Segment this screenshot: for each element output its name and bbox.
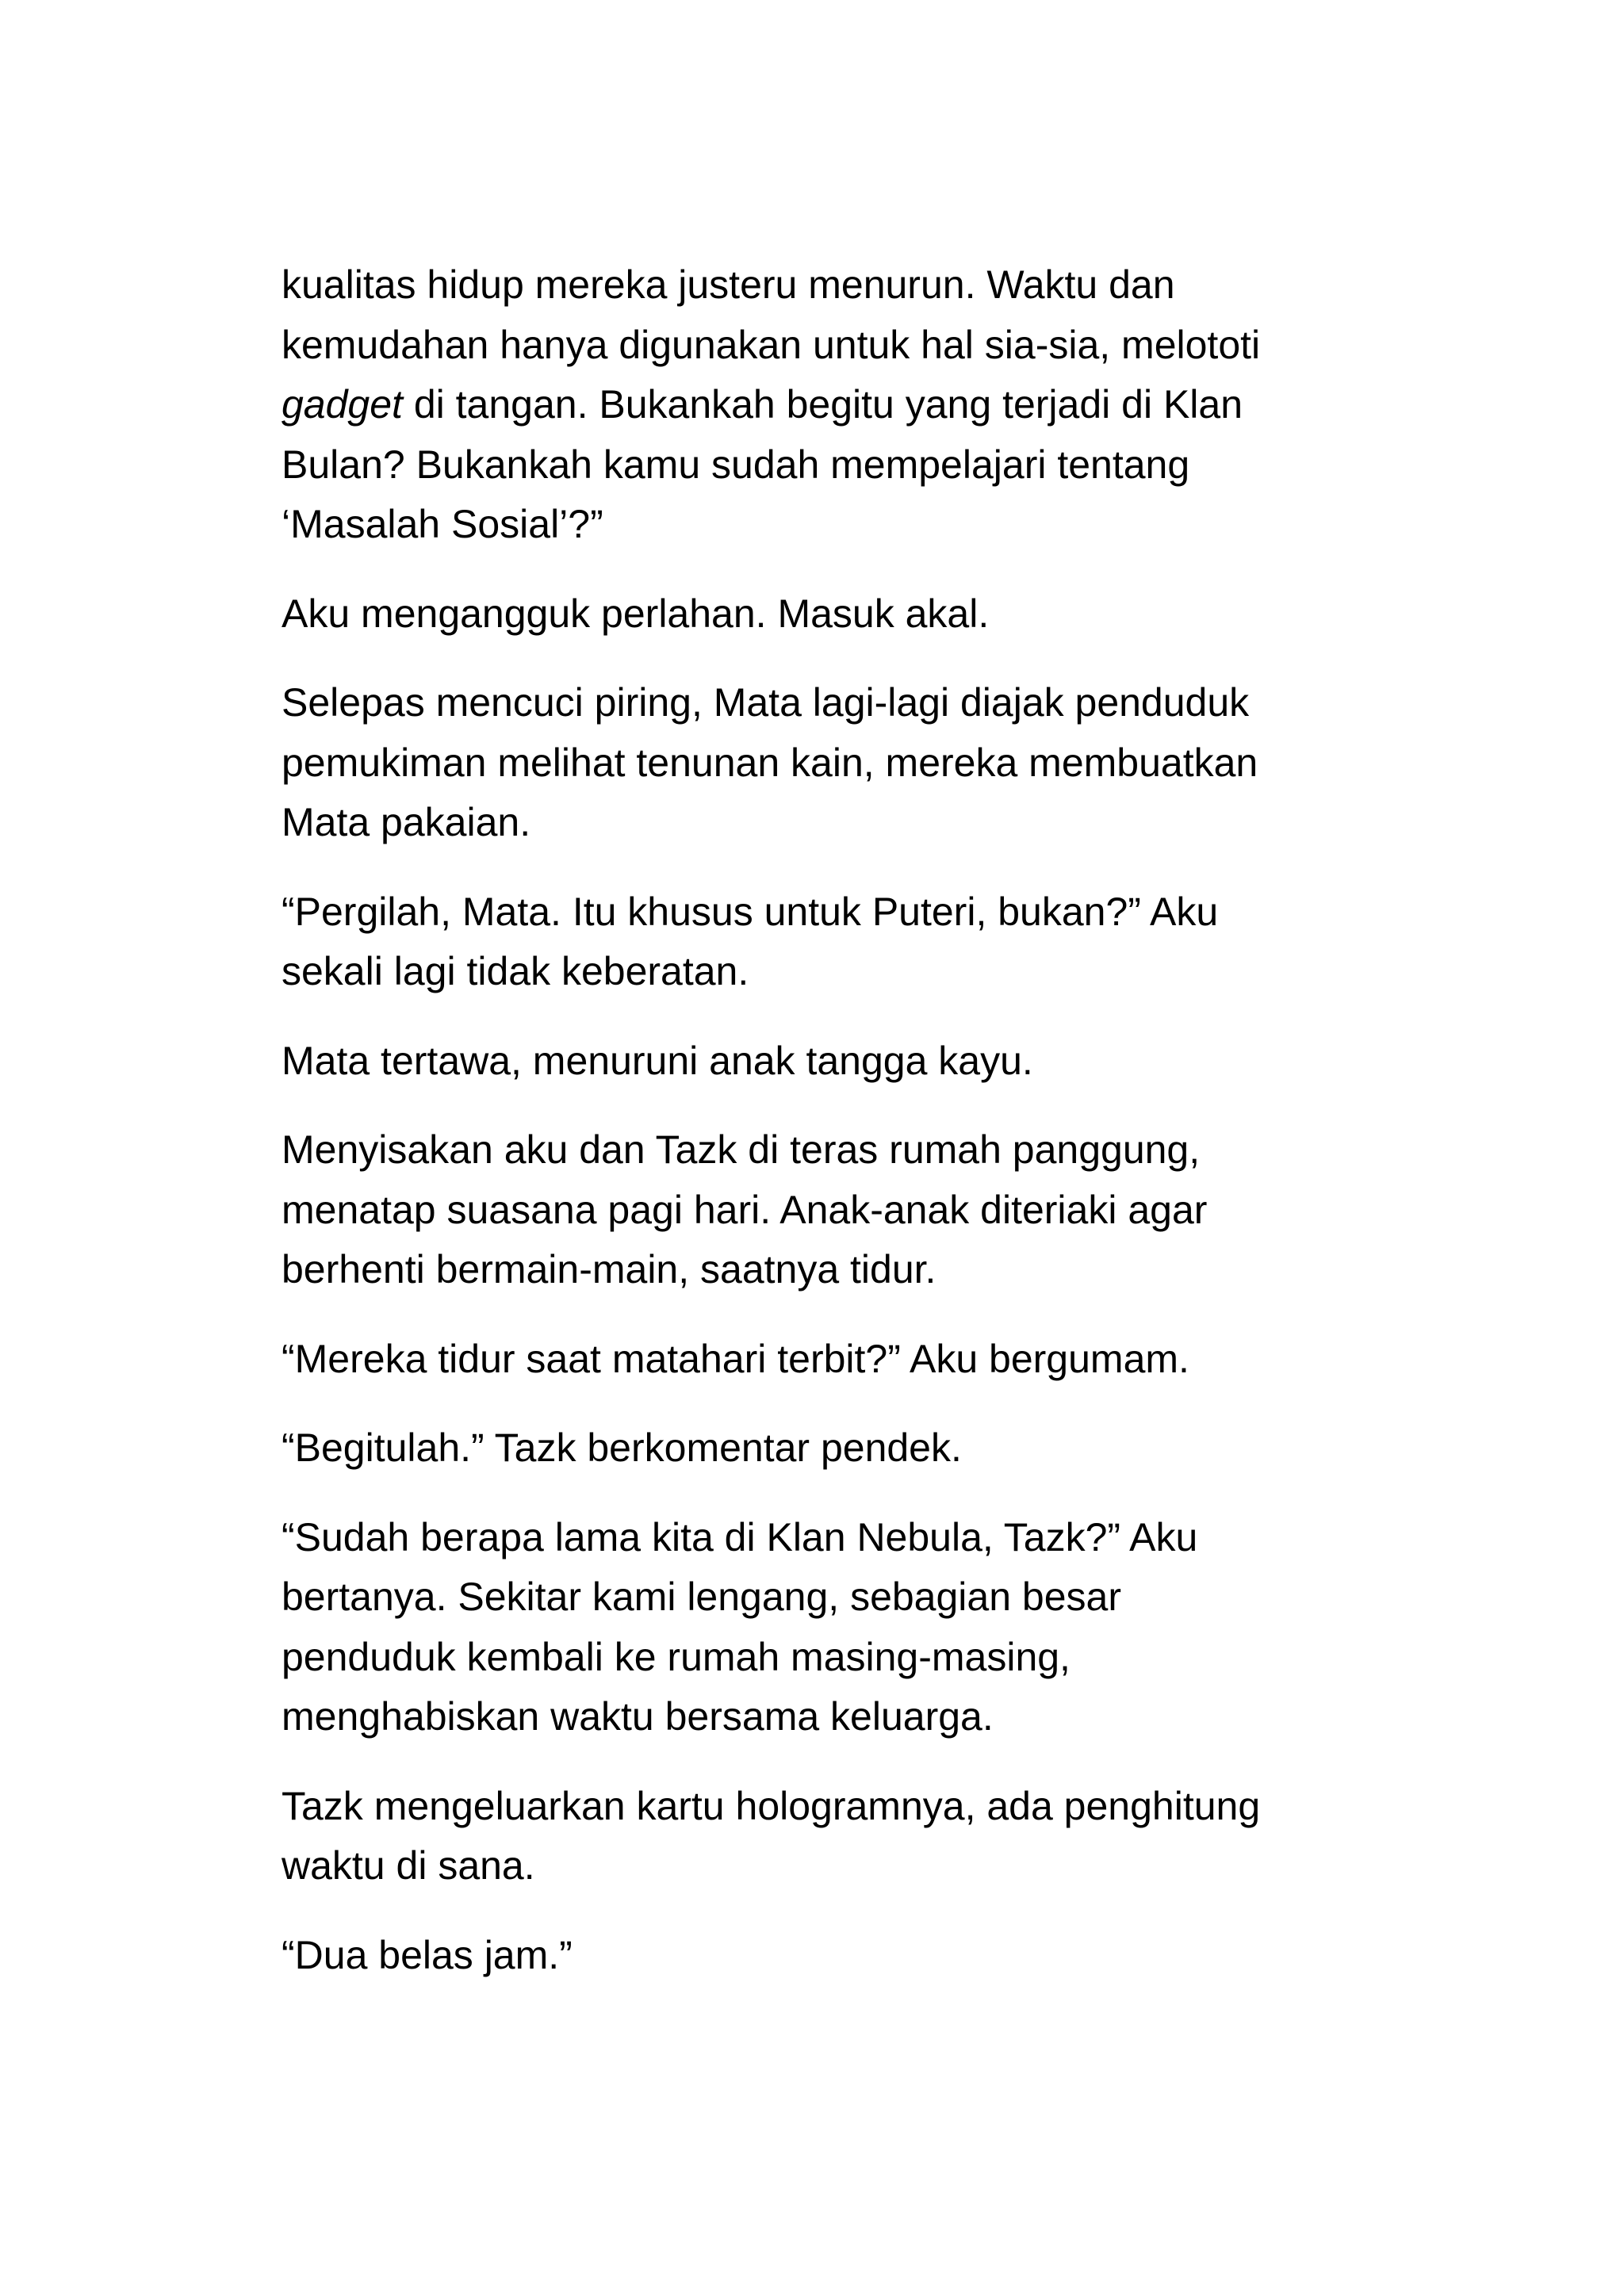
text-line: kualitas hidup mereka justeru menurun. Waktu dan xyxy=(282,262,1175,307)
text-line: “Begitulah.” Tazk berkomentar pendek. xyxy=(282,1425,962,1470)
paragraph xyxy=(282,882,1392,1002)
text-line: “Mereka tidur saat matahari terbit?” Aku bergumam. xyxy=(282,1336,1189,1381)
text-line: Selepas mencuci piring, Mata lagi-lagi diajak penduduk xyxy=(282,680,1250,725)
text-line: Mata pakaian. xyxy=(282,800,531,844)
body-text xyxy=(282,255,1392,2015)
text-line xyxy=(282,375,1392,435)
paragraph xyxy=(282,1508,1392,1747)
paragraph xyxy=(282,1418,1392,1479)
text-line: kemudahan hanya digunakan untuk hal sia-sia, melototi xyxy=(282,322,1261,367)
text-line: menatap suasana pagi hari. Anak-anak diteriaki agar xyxy=(282,1187,1208,1232)
text-line: Mata tertawa, menuruni anak tangga kayu. xyxy=(282,1038,1033,1083)
text-line: ‘Masalah Sosial’?” xyxy=(282,502,603,546)
paragraph xyxy=(282,584,1392,645)
text-line: sekali lagi tidak keberatan. xyxy=(282,949,749,993)
text-line: bertanya. Sekitar kami lengang, sebagian besar xyxy=(282,1575,1121,1619)
paragraph xyxy=(282,1777,1392,1896)
text-line: waktu di sana. xyxy=(282,1843,535,1888)
paragraph xyxy=(282,1330,1392,1390)
text-line: Aku mengangguk perlahan. Masuk akal. xyxy=(282,591,990,636)
text-line: pemukiman melihat tenunan kain, mereka membuatkan xyxy=(282,740,1258,785)
text-line: “Pergilah, Mata. Itu khusus untuk Puteri, bukan?” Aku xyxy=(282,889,1219,934)
paragraph xyxy=(282,255,1392,555)
text-span: di tangan. Bukankah begitu yang terjadi di Klan xyxy=(402,382,1243,427)
paragraph xyxy=(282,1926,1392,1986)
paragraph xyxy=(282,673,1392,853)
text-line: berhenti bermain-main, saatnya tidur. xyxy=(282,1247,936,1292)
text-line: Menyisakan aku dan Tazk di teras rumah panggung, xyxy=(282,1127,1201,1172)
paragraph xyxy=(282,1031,1392,1092)
paragraph xyxy=(282,1120,1392,1300)
text-line: penduduk kembali ke rumah masing-masing, xyxy=(282,1634,1071,1679)
text-line: “Dua belas jam.” xyxy=(282,1932,573,1977)
text-line: menghabiskan waktu bersama keluarga. xyxy=(282,1694,994,1739)
italic-word: gadget xyxy=(282,382,403,427)
text-line: “Sudah berapa lama kita di Klan Nebula, Tazk?” Aku xyxy=(282,1514,1198,1559)
text-line: Tazk mengeluarkan kartu hologramnya, ada penghitung xyxy=(282,1783,1261,1828)
text-line: Bulan? Bukankah kamu sudah mempelajari tentang xyxy=(282,442,1190,487)
